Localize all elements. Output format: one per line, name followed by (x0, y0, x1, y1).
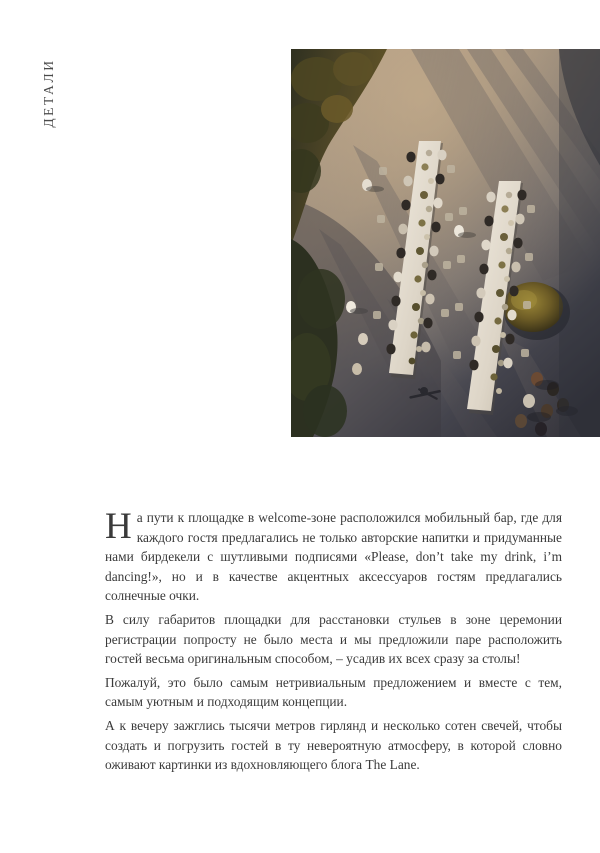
paragraph-text: А к вечеру зажглись тысячи метров гирлянд и несколько сотен свечей, чтобы создать и погрузить гостей в ту невероятную атмосферу, в которой словно оживают картинки из вдохновляющего блога The Lane. (105, 717, 562, 773)
paragraph (105, 610, 562, 669)
section-label (40, 35, 58, 150)
body-text-column (105, 508, 562, 775)
paragraph (105, 716, 562, 775)
aerial-banquet-photo (291, 49, 600, 437)
section-label-text: ДЕТАЛИ (41, 57, 56, 128)
paragraph (105, 508, 562, 606)
paragraph-text: а пути к площадке в welcome-зоне расположился мобильный бар, где для каждого гостя предлагались не только авторские напитки и придуманные нами бирдекели с шутливыми подписями «Please, don’t take my drink, i’m dancing!», но и в качестве акцентных аксессуаров гостям предлагались солнечные очки. (105, 510, 562, 604)
photo-image (291, 49, 600, 437)
paragraph (105, 673, 562, 712)
paragraph-text: Пожалуй, это было самым нетривиальным предложением и вместе с тем, самым уютным и подходящим концепции. (105, 674, 562, 710)
paragraph-text: В силу габаритов площадки для расстановки стульев в зоне церемонии регистрации попросту не было места и мы предложили паре расположить гостей весьма оригинальным способом, – усадив их всех сразу за столы! (105, 611, 562, 667)
drop-cap: Н (105, 506, 132, 547)
